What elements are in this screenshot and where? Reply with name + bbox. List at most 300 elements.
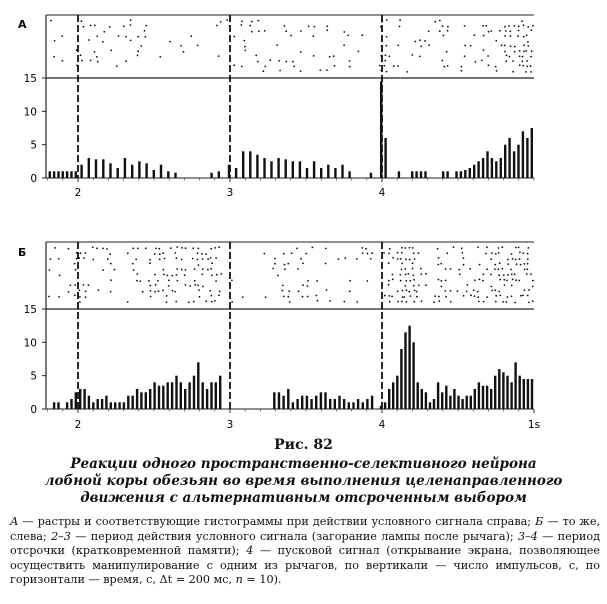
raster-spike bbox=[504, 51, 506, 53]
histogram-bar bbox=[49, 171, 51, 178]
histogram-bar bbox=[343, 399, 345, 409]
raster-spike bbox=[491, 252, 493, 254]
histogram-bar bbox=[466, 396, 468, 409]
histogram-bar bbox=[180, 382, 182, 409]
raster-spike bbox=[495, 66, 497, 68]
histogram-bar bbox=[219, 376, 221, 409]
raster-spike bbox=[486, 268, 488, 270]
raster-spike bbox=[149, 285, 151, 287]
raster-spike bbox=[150, 296, 152, 298]
raster-spike bbox=[438, 257, 440, 259]
raster-spike bbox=[519, 55, 521, 57]
raster-spike bbox=[110, 263, 112, 265]
raster-spike bbox=[59, 275, 61, 277]
y-tick-label: 0 bbox=[30, 404, 37, 416]
histogram-bar bbox=[334, 399, 336, 409]
raster-spike bbox=[176, 246, 178, 248]
raster-spike bbox=[272, 268, 274, 270]
raster-spike bbox=[307, 296, 309, 298]
raster-spike bbox=[94, 51, 96, 53]
raster-spike bbox=[83, 284, 85, 286]
histogram-bar bbox=[171, 382, 173, 409]
raster-spike bbox=[347, 35, 349, 37]
histogram-bar bbox=[519, 376, 521, 409]
histogram-bar bbox=[277, 158, 279, 178]
histogram-bar bbox=[329, 399, 331, 409]
raster-spike bbox=[90, 25, 92, 27]
histogram-bar bbox=[320, 168, 322, 178]
histogram-bar bbox=[388, 389, 390, 409]
histogram-bar bbox=[110, 402, 112, 409]
raster-spike bbox=[525, 71, 527, 73]
raster-spike bbox=[75, 269, 77, 271]
raster-spike bbox=[499, 295, 501, 297]
histogram-bar bbox=[57, 402, 59, 409]
raster-spike bbox=[102, 269, 104, 271]
raster-spike bbox=[80, 252, 82, 254]
histogram-bar bbox=[473, 165, 475, 178]
raster-spike bbox=[532, 25, 534, 27]
raster-spike bbox=[92, 247, 94, 249]
caption-label-4: 4 bbox=[246, 544, 254, 558]
raster-spike bbox=[450, 301, 452, 303]
raster-spike bbox=[149, 262, 151, 264]
raster-spike bbox=[274, 263, 276, 265]
histogram-bar bbox=[256, 155, 258, 178]
raster-spike bbox=[412, 247, 414, 249]
caption-label-n: n bbox=[235, 573, 243, 587]
histogram-bar bbox=[138, 161, 140, 178]
raster-spike bbox=[102, 248, 104, 250]
raster-spike bbox=[438, 300, 440, 302]
raster-spike bbox=[526, 268, 528, 270]
raster-spike bbox=[504, 26, 506, 28]
histogram-bar bbox=[502, 372, 504, 409]
raster-spike bbox=[202, 286, 204, 288]
caption-label-3-4: 3–4 bbox=[518, 529, 538, 543]
raster-spike bbox=[167, 275, 169, 277]
histogram-bar bbox=[498, 369, 500, 409]
raster-spike bbox=[386, 19, 388, 21]
raster-spike bbox=[189, 285, 191, 287]
raster-spike bbox=[514, 273, 516, 275]
histogram-bar bbox=[482, 158, 484, 178]
histogram-bar bbox=[88, 158, 90, 178]
raster-spike bbox=[349, 280, 351, 282]
raster-spike bbox=[292, 61, 294, 63]
histogram-bar bbox=[70, 399, 72, 409]
raster-spike bbox=[135, 259, 137, 261]
histogram-bar bbox=[75, 392, 77, 409]
histogram-bar bbox=[442, 171, 444, 178]
raster-spike bbox=[404, 268, 406, 270]
histogram-bar bbox=[95, 159, 97, 178]
raster-spike bbox=[511, 295, 513, 297]
histogram-bar bbox=[425, 392, 427, 409]
raster-spike bbox=[300, 30, 302, 32]
histogram-bar bbox=[92, 402, 94, 409]
raster-spike bbox=[470, 45, 472, 47]
x-tick-label: 1s bbox=[527, 419, 541, 431]
histogram-bar bbox=[273, 392, 275, 409]
raster-spike bbox=[96, 56, 98, 58]
raster-spike bbox=[486, 296, 488, 298]
histogram-bar bbox=[531, 379, 533, 409]
raster-spike bbox=[205, 253, 207, 255]
raster-spike bbox=[504, 45, 506, 47]
histogram-bar bbox=[282, 396, 284, 409]
raster-spike bbox=[408, 273, 410, 275]
raster-spike bbox=[302, 284, 304, 286]
raster-spike bbox=[54, 40, 56, 42]
raster-spike bbox=[397, 252, 399, 254]
raster-spike bbox=[459, 273, 461, 275]
raster-spike bbox=[381, 21, 383, 23]
raster-spike bbox=[218, 295, 220, 297]
raster-spike bbox=[130, 24, 132, 26]
raster-spike bbox=[522, 295, 524, 297]
histogram-bar bbox=[412, 342, 414, 409]
raster-spike bbox=[198, 264, 200, 266]
raster-spike bbox=[499, 262, 501, 264]
y-tick-label: 10 bbox=[23, 106, 37, 119]
raster-spike bbox=[118, 35, 120, 37]
histogram-bar bbox=[105, 396, 107, 409]
raster-spike bbox=[522, 65, 524, 67]
raster-spike bbox=[409, 280, 411, 282]
raster-spike bbox=[523, 51, 525, 53]
raster-spike bbox=[177, 280, 179, 282]
raster-spike bbox=[88, 284, 90, 286]
raster-spike bbox=[172, 290, 174, 292]
raster-spike bbox=[389, 55, 391, 57]
raster-spike bbox=[397, 290, 399, 292]
raster-spike bbox=[501, 246, 503, 248]
raster-spike bbox=[219, 291, 221, 293]
raster-spike bbox=[127, 252, 129, 254]
raster-spike bbox=[383, 252, 385, 254]
raster-spike bbox=[216, 25, 218, 27]
raster-spike bbox=[300, 70, 302, 72]
raster-spike bbox=[312, 247, 314, 249]
raster-spike bbox=[410, 295, 412, 297]
raster-spike bbox=[211, 301, 213, 303]
raster-spike bbox=[477, 247, 479, 249]
raster-spike bbox=[428, 44, 430, 46]
raster-spike bbox=[518, 280, 520, 282]
raster-spike bbox=[495, 301, 497, 303]
raster-spike bbox=[495, 253, 497, 255]
histogram-bar bbox=[324, 392, 326, 409]
raster-spike bbox=[482, 280, 484, 282]
raster-spike bbox=[523, 44, 525, 46]
histogram-bar bbox=[384, 138, 386, 178]
caption-label-2-3: 2–3 bbox=[51, 529, 71, 543]
x-tick-label: 4 bbox=[378, 187, 386, 199]
raster-spike bbox=[85, 291, 87, 293]
raster-spike bbox=[251, 21, 253, 23]
histogram-bar bbox=[348, 402, 350, 409]
raster-spike bbox=[132, 247, 134, 249]
raster-spike bbox=[399, 26, 401, 28]
raster-spike bbox=[202, 258, 204, 260]
raster-spike bbox=[404, 285, 406, 287]
raster-spike bbox=[92, 259, 94, 261]
panel-a bbox=[18, 15, 534, 199]
raster-spike bbox=[145, 36, 147, 38]
raster-spike bbox=[298, 290, 300, 292]
raster-spike bbox=[317, 300, 319, 302]
raster-spike bbox=[397, 258, 399, 260]
histogram-bar bbox=[366, 399, 368, 409]
raster-spike bbox=[526, 60, 528, 62]
raster-spike bbox=[498, 268, 500, 270]
raster-spike bbox=[74, 294, 76, 296]
raster-spike bbox=[197, 285, 199, 287]
raster-spike bbox=[81, 60, 83, 62]
raster-spike bbox=[528, 247, 530, 249]
raster-spike bbox=[163, 274, 165, 276]
raster-spike bbox=[400, 258, 402, 260]
raster-spike bbox=[487, 55, 489, 57]
raster-spike bbox=[181, 247, 183, 249]
histogram-bar bbox=[296, 399, 298, 409]
raster-spike bbox=[502, 301, 504, 303]
raster-spike bbox=[80, 54, 82, 56]
raster-spike bbox=[79, 289, 81, 291]
raster-spike bbox=[176, 274, 178, 276]
raster-spike bbox=[211, 275, 213, 277]
raster-spike bbox=[130, 40, 132, 42]
histogram-bar bbox=[123, 402, 125, 409]
histogram-bar bbox=[235, 168, 237, 178]
raster-spike bbox=[401, 301, 403, 303]
raster-spike bbox=[440, 263, 442, 265]
raster-spike bbox=[400, 280, 402, 282]
raster-spike bbox=[483, 301, 485, 303]
histogram-bar bbox=[523, 379, 525, 409]
raster-spike bbox=[464, 25, 466, 27]
raster-spike bbox=[315, 295, 317, 297]
raster-spike bbox=[166, 301, 168, 303]
raster-spike bbox=[83, 257, 85, 259]
raster-spike bbox=[123, 25, 125, 27]
raster-spike bbox=[85, 252, 87, 254]
histogram-bar bbox=[310, 399, 312, 409]
y-tick-label: 15 bbox=[23, 73, 37, 85]
histogram-bar bbox=[162, 386, 164, 409]
raster-spike bbox=[183, 51, 185, 53]
raster-spike bbox=[349, 291, 351, 293]
raster-spike bbox=[343, 44, 345, 46]
raster-spike bbox=[515, 259, 517, 261]
raster-spike bbox=[463, 257, 465, 259]
raster-spike bbox=[530, 71, 532, 73]
raster-spike bbox=[314, 26, 316, 28]
histogram-bar bbox=[404, 332, 406, 409]
histogram-bar bbox=[384, 402, 386, 409]
raster-spike bbox=[413, 252, 415, 254]
raster-spike bbox=[83, 26, 85, 28]
raster-spike bbox=[109, 26, 111, 28]
raster-spike bbox=[514, 46, 516, 48]
raster-spike bbox=[88, 39, 90, 41]
raster-spike bbox=[494, 289, 496, 291]
raster-spike bbox=[96, 247, 98, 249]
histogram-bar bbox=[292, 402, 294, 409]
histogram-bar bbox=[306, 396, 308, 409]
raster-spike bbox=[356, 301, 358, 303]
raster-spike bbox=[215, 280, 217, 282]
histogram-bar bbox=[299, 161, 301, 178]
raster-spike bbox=[444, 290, 446, 292]
histogram-bar bbox=[474, 389, 476, 409]
raster-spike bbox=[300, 258, 302, 260]
raster-spike bbox=[392, 257, 394, 259]
histogram-bar bbox=[167, 171, 169, 178]
raster-spike bbox=[414, 41, 416, 43]
raster-spike bbox=[349, 60, 351, 62]
raster-spike bbox=[274, 258, 276, 260]
raster-spike bbox=[139, 280, 141, 282]
raster-spike bbox=[69, 284, 71, 286]
raster-spike bbox=[466, 291, 468, 293]
raster-spike bbox=[381, 61, 383, 63]
histogram-bar bbox=[287, 389, 289, 409]
raster-spike bbox=[125, 60, 127, 62]
histogram-bar bbox=[210, 382, 212, 409]
raster-spike bbox=[388, 262, 390, 264]
histogram-bar bbox=[424, 171, 426, 178]
raster-spike bbox=[277, 275, 279, 277]
raster-spike bbox=[397, 65, 399, 67]
raster-spike bbox=[401, 247, 403, 249]
raster-spike bbox=[202, 268, 204, 270]
raster-spike bbox=[526, 34, 528, 36]
raster-spike bbox=[81, 20, 83, 22]
histogram-bar bbox=[249, 151, 251, 178]
raster-spike bbox=[482, 25, 484, 27]
raster-spike bbox=[276, 44, 278, 46]
raster-spike bbox=[137, 248, 139, 250]
raster-spike bbox=[302, 262, 304, 264]
raster-spike bbox=[220, 21, 222, 23]
raster-spike bbox=[507, 263, 509, 265]
raster-spike bbox=[416, 291, 418, 293]
histogram-bar bbox=[446, 171, 448, 178]
histogram-bar bbox=[504, 145, 506, 178]
raster-spike bbox=[109, 253, 111, 255]
raster-spike bbox=[512, 278, 514, 280]
raster-spike bbox=[520, 295, 522, 297]
raster-spike bbox=[388, 295, 390, 297]
histogram-bar bbox=[175, 376, 177, 409]
histogram-bar bbox=[140, 392, 142, 409]
raster-spike bbox=[50, 258, 52, 260]
raster-spike bbox=[524, 289, 526, 291]
raster-spike bbox=[269, 59, 271, 61]
raster-spike bbox=[473, 34, 475, 36]
raster-spike bbox=[201, 274, 203, 276]
raster-spike bbox=[406, 71, 408, 73]
histogram-bar bbox=[215, 382, 217, 409]
raster-spike bbox=[414, 290, 416, 292]
raster-spike bbox=[211, 262, 213, 264]
raster-spike bbox=[380, 69, 382, 71]
raster-spike bbox=[282, 290, 284, 292]
raster-spike bbox=[58, 296, 60, 298]
raster-spike bbox=[399, 19, 401, 21]
histogram-bar bbox=[380, 406, 382, 409]
histogram-bar bbox=[132, 396, 134, 409]
raster-spike bbox=[409, 259, 411, 261]
raster-spike bbox=[258, 30, 260, 32]
raster-spike bbox=[284, 268, 286, 270]
raster-spike bbox=[94, 25, 96, 27]
raster-spike bbox=[479, 278, 481, 280]
raster-spike bbox=[434, 21, 436, 23]
raster-spike bbox=[501, 44, 503, 46]
raster-spike bbox=[384, 60, 386, 62]
raster-spike bbox=[307, 280, 309, 282]
raster-spike bbox=[199, 296, 201, 298]
histogram-bar bbox=[478, 382, 480, 409]
histogram-bar bbox=[174, 173, 176, 178]
raster-spike bbox=[287, 296, 289, 298]
histogram-bar bbox=[160, 165, 162, 178]
y-tick-label: 5 bbox=[30, 139, 37, 152]
raster-spike bbox=[98, 289, 100, 291]
raster-spike bbox=[264, 30, 266, 32]
raster-spike bbox=[461, 247, 463, 249]
raster-spike bbox=[233, 36, 235, 38]
y-tick-label: 5 bbox=[30, 370, 37, 383]
raster-spike bbox=[412, 275, 414, 277]
raster-spike bbox=[401, 252, 403, 254]
histogram-bar bbox=[306, 168, 308, 178]
histogram-bar bbox=[83, 389, 85, 409]
raster-spike bbox=[425, 284, 427, 286]
raster-spike bbox=[442, 25, 444, 27]
histogram-bar bbox=[118, 402, 120, 409]
raster-spike bbox=[404, 247, 406, 249]
histogram-bar bbox=[477, 161, 479, 178]
raster-spike bbox=[420, 46, 422, 48]
histogram-bar bbox=[445, 386, 447, 409]
caption-label-b: Б bbox=[535, 515, 544, 528]
raster-spike bbox=[386, 36, 388, 38]
raster-spike bbox=[498, 247, 500, 249]
raster-spike bbox=[464, 55, 466, 57]
raster-spike bbox=[516, 263, 518, 265]
raster-spike bbox=[413, 279, 415, 281]
raster-spike bbox=[401, 269, 403, 271]
raster-spike bbox=[210, 248, 212, 250]
raster-spike bbox=[402, 296, 404, 298]
raster-spike bbox=[477, 296, 479, 298]
raster-spike bbox=[450, 268, 452, 270]
raster-spike bbox=[312, 35, 314, 37]
raster-spike bbox=[447, 30, 449, 32]
raster-spike bbox=[197, 248, 199, 250]
raster-spike bbox=[479, 264, 481, 266]
histogram-bar bbox=[526, 138, 528, 178]
raster-spike bbox=[300, 51, 302, 53]
raster-spike bbox=[439, 30, 441, 32]
raster-spike bbox=[443, 35, 445, 37]
histogram-bar bbox=[53, 171, 55, 178]
raster-spike bbox=[287, 263, 289, 265]
